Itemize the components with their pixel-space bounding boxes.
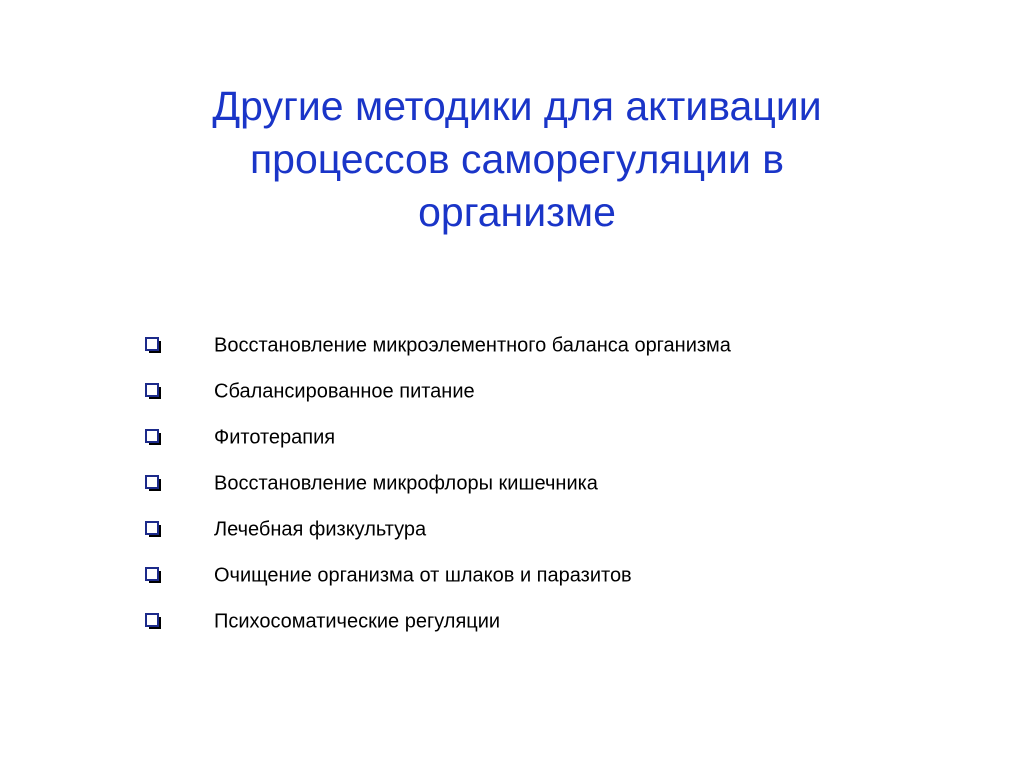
hollow-square-bullet-icon xyxy=(145,383,163,401)
bullet-text: Восстановление микроэлементного баланса организма xyxy=(214,334,731,357)
hollow-square-bullet-icon xyxy=(145,567,163,585)
slide-title xyxy=(150,80,884,239)
title-line: организме xyxy=(418,189,616,235)
hollow-square-bullet-icon xyxy=(145,521,163,539)
hollow-square-bullet-icon xyxy=(145,613,163,631)
hollow-square-bullet-icon xyxy=(145,337,163,355)
bullet-text: Психосоматические регуляции xyxy=(214,610,501,633)
bullet-text: Фитотерапия xyxy=(214,426,336,449)
title-line: Другие методики для активации xyxy=(212,83,822,129)
hollow-square-bullet-icon xyxy=(145,475,163,493)
title-line: процессов саморегуляции в xyxy=(249,136,785,182)
bullet-text: Очищение организма от шлаков и паразитов xyxy=(214,564,632,587)
hollow-square-bullet-icon xyxy=(145,429,163,447)
bullet-text: Восстановление микрофлоры кишечника xyxy=(214,472,598,495)
bullet-text: Сбалансированное питание xyxy=(214,380,475,403)
bullet-text: Лечебная физкультура xyxy=(214,518,427,541)
